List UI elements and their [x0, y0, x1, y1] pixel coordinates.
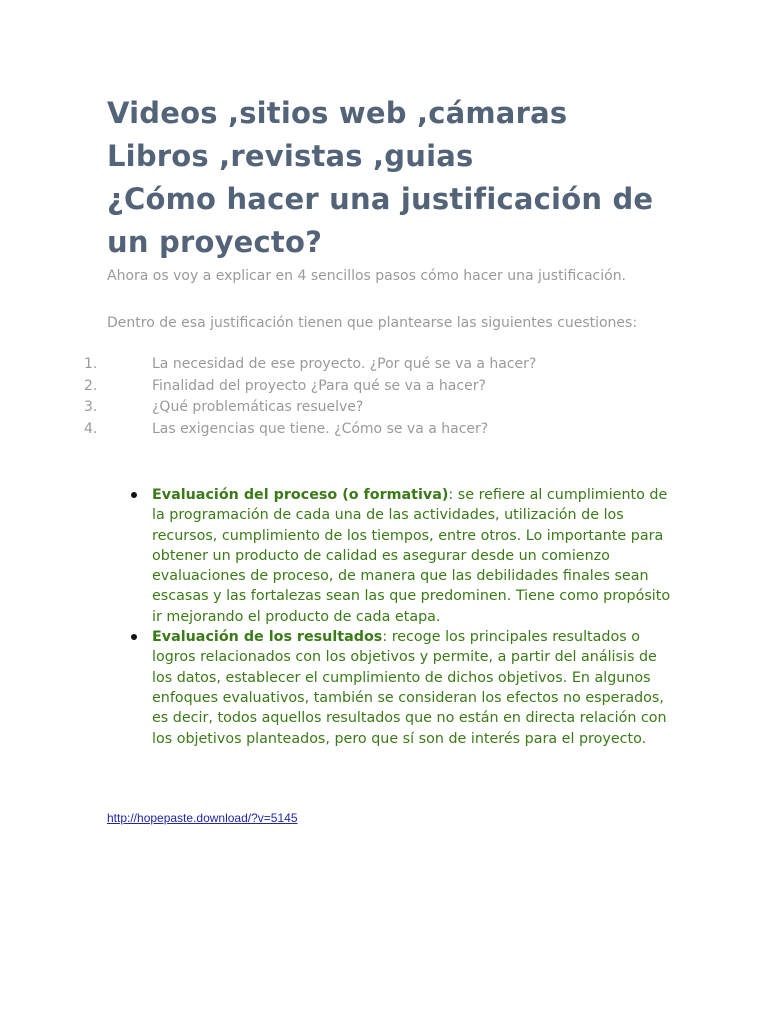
bullet-icon: [131, 634, 137, 640]
question-text: Finalidad del proyecto ¿Para qué se va a hacer?: [152, 377, 486, 394]
question-number: 3.: [84, 399, 98, 415]
bullet-icon: [131, 492, 137, 498]
question-text: Las exigencias que tiene. ¿Cómo se va a hacer?: [152, 420, 489, 437]
evaluation-item-results: [0, 627, 672, 749]
external-link[interactable]: http://hopepaste.download/?v=5145: [107, 811, 298, 825]
evaluation-list: [0, 485, 700, 749]
question-item: [0, 397, 700, 419]
evaluation-body: : se refiere al cumplimiento de la programación de cada una de las actividades, utilización de los recursos, cumplimiento de los tiempos, entre otros. Lo importante para obtener un producto de calidad es asegurar desde un comienzo evaluaciones de proceso, de manera que las debilidades finales sean escasas y las fortalezas sean las que predominen. Tiene como propósito ir mejorando el producto de cada etapa.: [152, 487, 671, 625]
heading-line-1: Videos ,sitios web ,cámaras: [107, 96, 568, 130]
questions-list: [0, 354, 700, 440]
evaluation-title: Evaluación del proceso (o formativa): [152, 487, 449, 503]
heading-line-2: Libros ,revistas ,guias: [107, 139, 474, 173]
intro-paragraph: Ahora os voy a explicar en 4 sencillos pasos cómo hacer una justificación.: [107, 268, 627, 284]
question-number: 4.: [84, 420, 98, 437]
heading-line-4: un proyecto?: [107, 225, 323, 259]
heading-line-3: ¿Cómo hacer una justificación de: [107, 182, 654, 216]
question-item: [0, 419, 700, 441]
question-number: 2.: [84, 377, 98, 394]
evaluation-title: Evaluación de los resultados: [152, 629, 383, 646]
question-item: [0, 376, 700, 398]
page-heading: [107, 92, 707, 264]
question-text: La necesidad de ese proyecto. ¿Por qué se va a hacer?: [152, 356, 537, 372]
question-text: ¿Qué problemáticas resuelve?: [152, 399, 364, 415]
questions-intro-paragraph: Dentro de esa justificación tienen que plantearse las siguientes cuestiones:: [107, 315, 638, 331]
question-item: [0, 354, 700, 376]
question-number: 1.: [84, 356, 98, 372]
evaluation-item-process: [0, 485, 672, 627]
evaluation-body: : recoge los principales resultados o logros relacionados con los objetivos y permite, a partir del análisis de los datos, establecer el cumplimiento de dichos objetivos. En algunos enfoques evaluativos, también se consideran los efectos no esperados, es decir, todos aquellos resultados que no están en directa relación con los objetivos planteados, pero que sí son de interés para el proyecto.: [152, 629, 667, 747]
